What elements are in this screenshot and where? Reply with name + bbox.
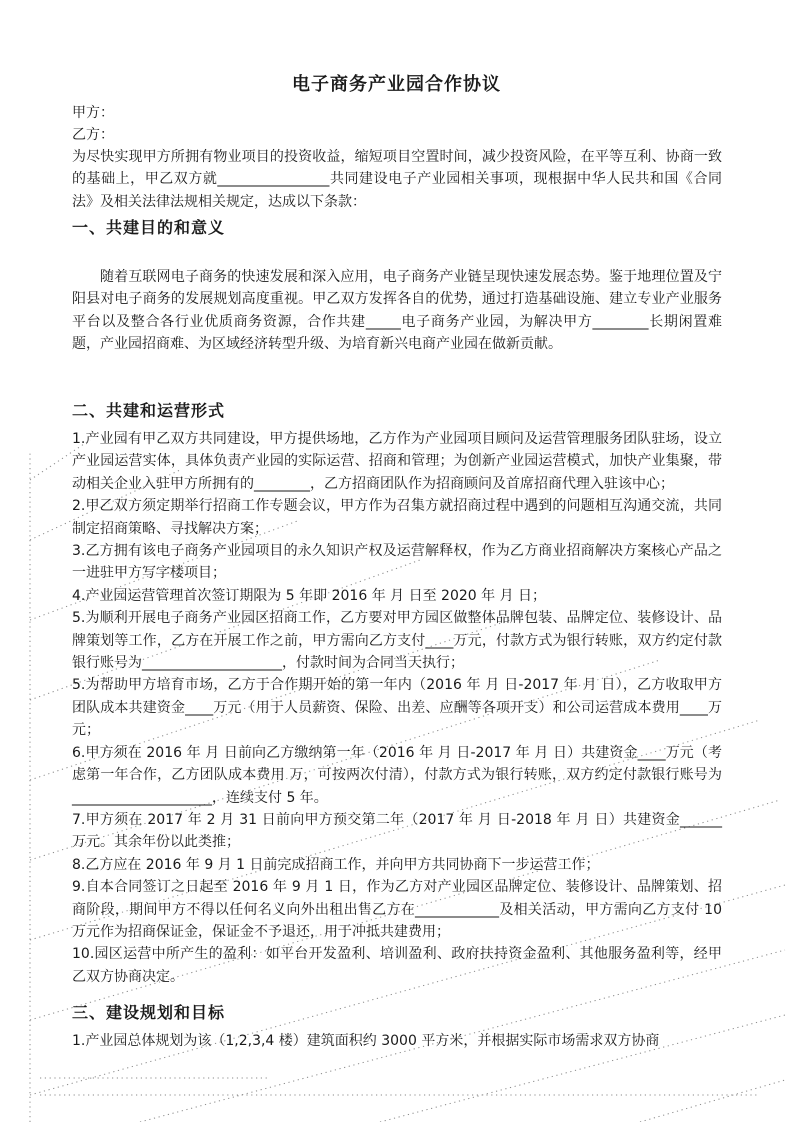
section-2-body bbox=[72, 428, 722, 988]
clause-8: 8.乙方应在 2016 年 9 月 1 日前完成招商工作，并向甲方共同协商下一步运营工作； bbox=[72, 856, 600, 873]
parties bbox=[72, 102, 722, 146]
preamble-text: 为尽快实现甲方所拥有物业项目的投资收益，缩短项目空置时间，减少投资风险，在平等互利、协商一致的基础上，甲乙双方就________________共同建设电子产业园相关事项，现根据中华人民共和国《合同法》及相关法律法规相关规定，达成以下条款： bbox=[72, 149, 722, 210]
clause-2: 2.甲乙双方须定期举行招商工作专题会议，甲方作为召集方就招商过程中遇到的问题相互沟通交流，共同制定招商策略、寻找解决方案； bbox=[72, 498, 722, 537]
section-1-paragraph: 随着互联网电子商务的快速发展和深入应用，电子商务产业链呈现快速发展态势。鉴于地理位置及宁阳县对电子商务的发展规划高度重视。甲乙双方发挥各自的优势，通过打造基础设施、建立专业产业服务平台以及整合各行业优质商务资源，合作共建_____电子商务产业园，为解决甲方________长期闲置难题，产业园招商难、为区域经济转型升级、为培育新兴电商产业园在做新贡献。 bbox=[72, 269, 722, 353]
clause-7: 7.甲方须在 2017 年 2 月 31 日前向甲方预交第二年（2017 年 月 日-2018 年 月 日）共建资金______万元。其余年份以此类推； bbox=[72, 811, 722, 851]
clause-6: 6.甲方须在 2016 年 月 日前向乙方缴纳第一年（2016 年 月 日-2017 年 月 日）共建资金____万元（考虑第一年合作，乙方团队成本费用 万，可按两次付清），付款方式为银行转账，双方约定付款银行账号为____________________，连续支付 5 年。 bbox=[72, 744, 722, 806]
section-3-clause-1: 1.产业园总体规划为该（1,2,3,4 楼）建筑面积约 3000 平方米，并根据实际市场需求双方协商 bbox=[72, 1033, 660, 1049]
party-a-line: 甲方： bbox=[72, 105, 114, 121]
clause-3: 3.乙方拥有该电子商务产业园项目的永久知识产权及运营解释权，作为乙方商业招商解决方案核心产品之一进驻甲方写字楼项目； bbox=[72, 543, 722, 582]
clause-5a: 5.为顺利开展电子商务产业园区招商工作，乙方要对甲方园区做整体品牌包装、品牌定位、装修设计、品牌策划等工作，乙方在开展工作之前，甲方需向乙方支付____万元，付款方式为银行转账，双方约定付款银行账号为____________________，付款时间为合同当天执行； bbox=[72, 610, 722, 672]
clause-10: 10.园区运营中所产生的盈利：如平台开发盈利、培训盈利、政府扶持资金盈利、其他服务盈利等，经甲乙双方协商决定。 bbox=[72, 946, 722, 985]
clause-9: 9.自本合同签订之日起至 2016 年 9 月 1 日，作为乙方对产业园区品牌定位、装修设计、品牌策划、招商阶段，期间甲方不得以任何名义向外出租出售乙方在____________及相关活动，甲方需向乙方支付 10 万元作为招商保证金，保证金不予退还，用于冲抵共建费用； bbox=[72, 879, 722, 940]
clause-4: 4.产业园运营管理首次签订期限为 5 年即 2016 年 月 日至 2020 年 月 日； bbox=[72, 587, 547, 604]
document-title: 电子商务产业园合作协议 bbox=[292, 74, 501, 95]
section-2-heading: 二、共建和运营形式 bbox=[72, 401, 226, 420]
section-3-heading: 三、建设规划和目标 bbox=[72, 1003, 226, 1022]
section-1-heading: 一、共建目的和意义 bbox=[72, 218, 226, 237]
section-3-body bbox=[72, 1030, 722, 1052]
section-1-body bbox=[72, 266, 722, 356]
clause-5b: 5.为帮助甲方培育市场，乙方于合作期开始的第一年内（2016 年 月 日-2017 年 月 日），乙方收取甲方团队成本共建资金____万元（用于人员薪资、保险、出差、应酬等各项开支）和公司运营成本费用____万元； bbox=[72, 677, 722, 739]
preamble bbox=[72, 146, 722, 213]
party-b-line: 乙方： bbox=[72, 127, 114, 143]
clause-1: 1.产业园有甲乙双方共同建设，甲方提供场地，乙方作为产业园项目顾问及运营管理服务团队驻场，设立产业园运营实体，具体负责产业园的实际运营、招商和管理；为创新产业园运营模式，加快产业集聚，带动相关企业入驻甲方所拥有的________，乙方招商团队作为招商顾问及首席招商代理入驻该中心； bbox=[72, 431, 722, 492]
